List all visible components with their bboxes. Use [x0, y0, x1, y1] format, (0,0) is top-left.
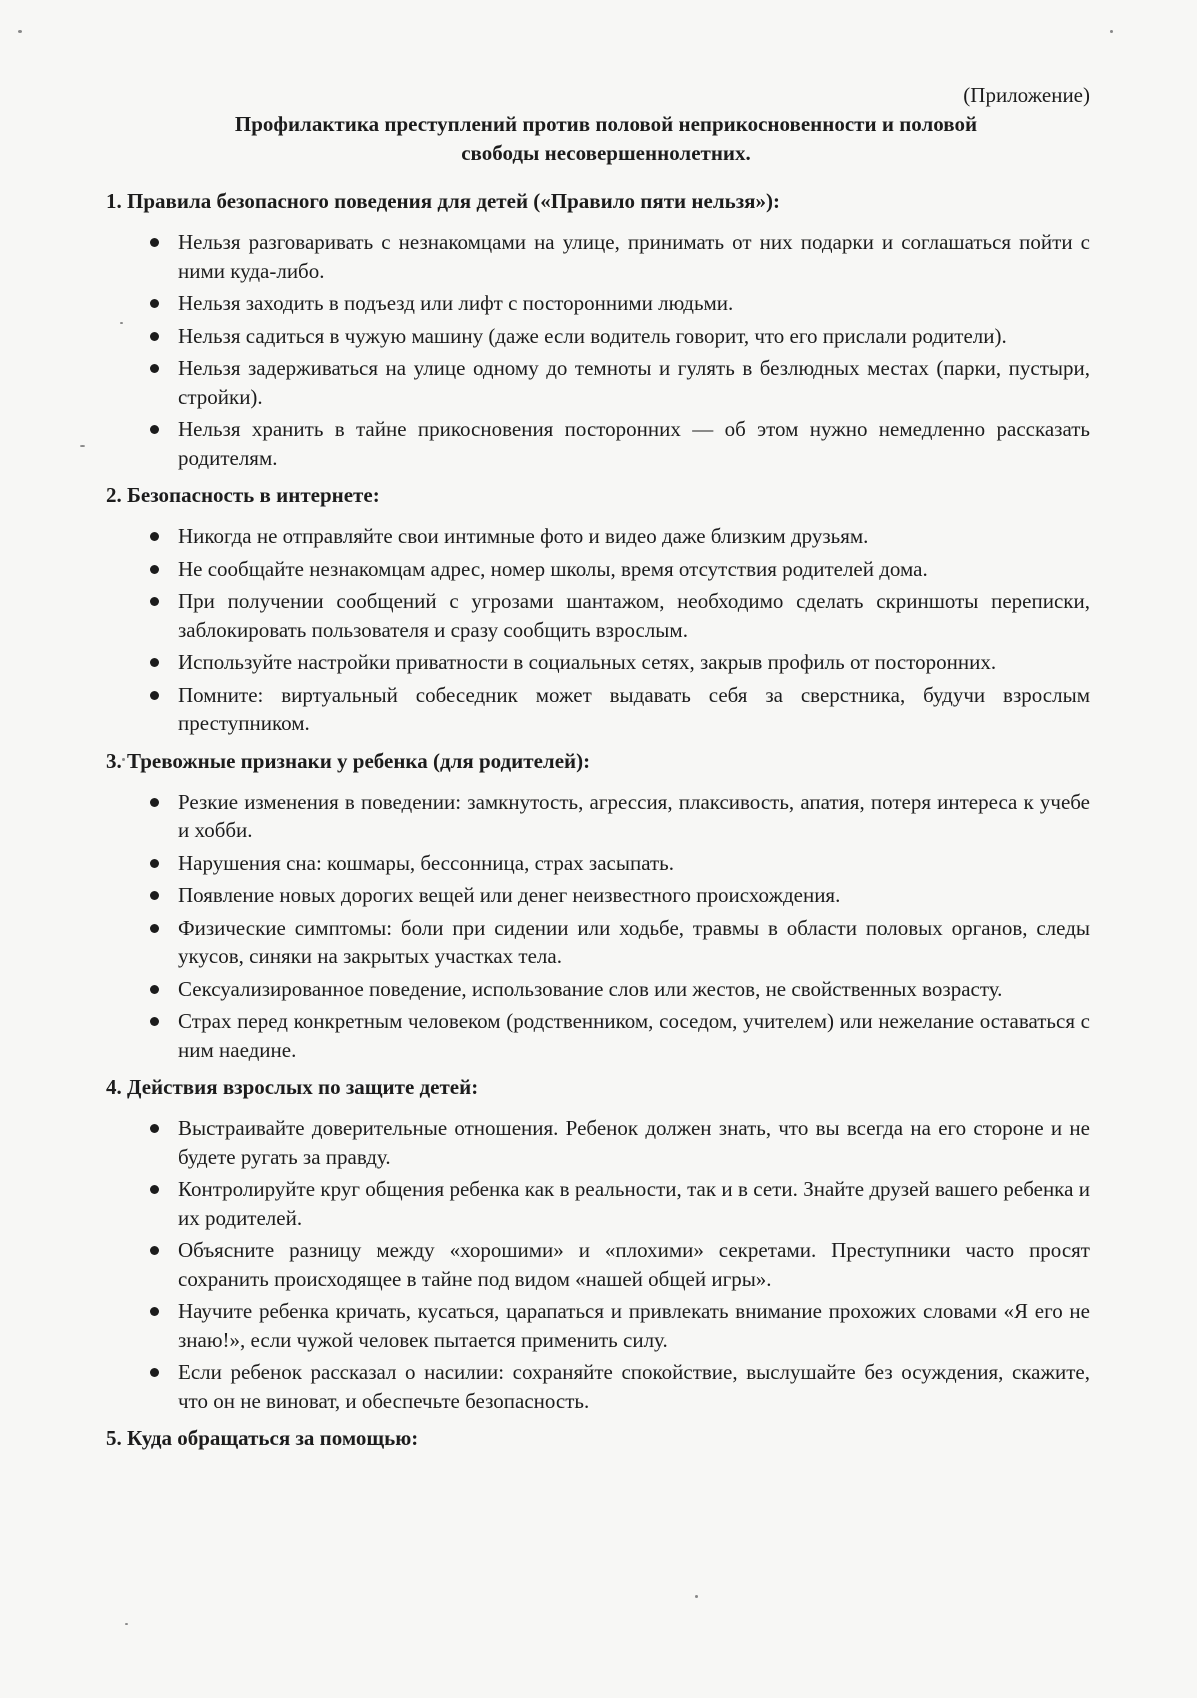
bullet-dot-icon [150, 425, 159, 434]
list-item-text: Нельзя заходить в подъезд или лифт с посторонними людьми. [178, 291, 734, 315]
list-item-text: При получении сообщений с угрозами шантажом, необходимо сделать скриншоты переписки, заблокировать пользователя и сразу сообщить взрослым. [178, 589, 1090, 642]
list-item [178, 975, 1090, 1004]
scan-speck [80, 445, 85, 447]
bullet-dot-icon [150, 532, 159, 541]
bullet-dot-icon [150, 985, 159, 994]
list-item-text: Используйте настройки приватности в социальных сетях, закрыв профиль от посторонних. [178, 650, 997, 674]
list-item [178, 587, 1090, 644]
list-item [178, 881, 1090, 910]
list-item [178, 648, 1090, 677]
section-heading: 2. Безопасность в интернете: [106, 483, 380, 507]
section-heading: 1. Правила безопасного поведения для детей («Правило пяти нельзя»): [106, 189, 780, 213]
bullet-dot-icon [150, 1124, 159, 1133]
list-item [178, 1297, 1090, 1354]
list-item-text: Нельзя садиться в чужую машину (даже если водитель говорит, что его прислали родители). [178, 323, 1007, 348]
list-item-text: Если ребенок рассказал о насилии: сохраняйте спокойствие, выслушайте без осуждения, скажите, что он не виноват, и обеспечьте безопасность. [178, 1360, 1090, 1413]
scan-speck [1110, 30, 1113, 33]
list-item-text: Помните: виртуальный собеседник может выдавать себя за сверстника, будучи взрослым преступником. [178, 682, 1090, 735]
list-item-text: Резкие изменения в поведении: замкнутость, агрессия, плаксивость, апатия, потеря интереса к учебе и хобби. [178, 789, 1090, 842]
list-item-text: Никогда не отправляйте свои интимные фото и видео даже близким друзьям. [178, 524, 869, 548]
bullet-list [106, 1114, 1090, 1415]
bullet-dot-icon [150, 1017, 159, 1026]
list-item-text: Контролируйте круг общения ребенка как в реальности, так и в сети. Знайте друзей вашего ребенка и их родителей. [178, 1177, 1090, 1230]
list-item [178, 322, 1090, 351]
bullet-dot-icon [150, 299, 159, 308]
list-item-text: Научите ребенка кричать, кусаться, царапаться и привлекать внимание прохожих словами «Я его не знаю!», если чужой человек пытается применить силу. [178, 1299, 1090, 1352]
list-item-text: Объясните разницу между «хорошими» и «плохими» секретами. Преступники часто просят сохранить происходящее в тайне под видом «нашей общей игры». [178, 1238, 1090, 1291]
bullet-list [106, 788, 1090, 1065]
list-item-text: Нельзя хранить в тайне прикосновения посторонних — об этом нужно немедленно рассказать родителям. [178, 417, 1090, 470]
bullet-dot-icon [150, 238, 159, 247]
bullet-dot-icon [150, 798, 159, 807]
list-item [178, 555, 1090, 584]
section-5 [106, 1425, 1090, 1451]
list-item [178, 228, 1090, 285]
bullet-dot-icon [150, 332, 159, 341]
bullet-dot-icon [150, 364, 159, 373]
scan-speck [18, 30, 22, 33]
bullet-dot-icon [150, 891, 159, 900]
appendix-label: (Приложение) [963, 83, 1090, 107]
section-4 [106, 1074, 1090, 1415]
list-item [178, 849, 1090, 878]
bullet-dot-icon [150, 924, 159, 933]
list-item-text: Физические симптомы: боли при сидении или ходьбе, травмы в области половых органов, следы укусов, синяки на закрытых участках тела. [178, 915, 1090, 968]
section-heading: 5. Куда обращаться за помощью: [106, 1426, 419, 1450]
bullet-dot-icon [150, 691, 159, 700]
list-item [178, 289, 1090, 318]
list-item-text: Не сообщайте незнакомцам адрес, номер школы, время отсутствия родителей дома. [178, 556, 928, 581]
list-item-text: Нельзя разговаривать с незнакомцами на улице, принимать от них подарки и соглашаться пойти с ними куда-либо. [178, 230, 1090, 283]
list-item-text: Сексуализированное поведение, использование слов или жестов, не свойственных возрасту. [178, 976, 1003, 1001]
list-item [178, 914, 1090, 971]
list-item [178, 1236, 1090, 1293]
bullet-dot-icon [150, 597, 159, 606]
bullet-dot-icon [150, 565, 159, 574]
list-item [178, 788, 1090, 845]
list-item-text: Нарушения сна: кошмары, бессонница, страх засыпать. [178, 850, 674, 875]
list-item [178, 415, 1090, 472]
section-2 [106, 482, 1090, 738]
list-item [178, 681, 1090, 738]
document-page [106, 82, 1090, 1465]
scan-speck [695, 1595, 698, 1598]
list-item-text: Нельзя задерживаться на улице одному до темноты и гулять в безлюдных местах (парки, пустыри, стройки). [178, 356, 1090, 409]
list-item [178, 1358, 1090, 1415]
bullet-dot-icon [150, 859, 159, 868]
bullet-dot-icon [150, 1185, 159, 1194]
list-item-text: Страх перед конкретным человеком (родственником, соседом, учителем) или нежелание оставаться с ним наедине. [178, 1009, 1090, 1062]
bullet-list [106, 522, 1090, 738]
list-item [178, 522, 1090, 551]
bullet-dot-icon [150, 1307, 159, 1316]
list-item [178, 1007, 1090, 1064]
section-1 [106, 188, 1090, 472]
bullet-dot-icon [150, 658, 159, 667]
list-item [178, 354, 1090, 411]
list-item [178, 1114, 1090, 1171]
section-3 [106, 748, 1090, 1065]
list-item-text: Появление новых дорогих вещей или денег неизвестного происхождения. [178, 883, 841, 907]
bullet-dot-icon [150, 1246, 159, 1255]
section-heading: 4. Действия взрослых по защите детей: [106, 1075, 479, 1099]
list-item [178, 1175, 1090, 1232]
section-heading: 3. Тревожные признаки у ребенка (для родителей): [106, 748, 591, 773]
scan-speck [125, 1623, 128, 1625]
bullet-dot-icon [150, 1368, 159, 1377]
bullet-list [106, 228, 1090, 472]
document-title: Профилактика преступлений против половой неприкосновенности и половой свободы несовершеннолетних. [234, 112, 978, 165]
list-item-text: Выстраивайте доверительные отношения. Ребенок должен знать, что вы всегда на его стороне и не будете ругать за правду. [178, 1116, 1090, 1169]
sections-container [106, 188, 1090, 1451]
